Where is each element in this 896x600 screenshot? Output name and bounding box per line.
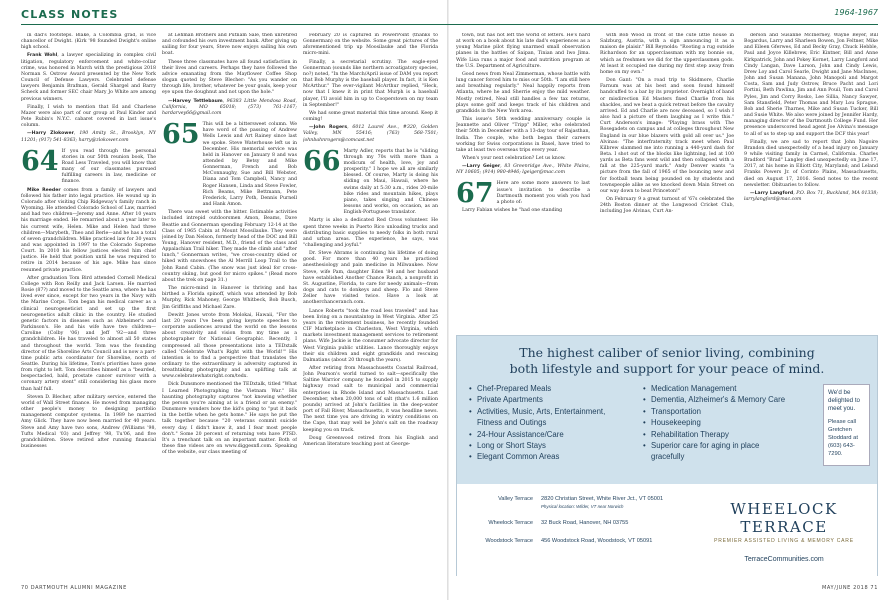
paragraph: Steven D. Blecher, after military service, entered the world of Wall Street finance. He moved from managing other people's money to designing portfolio management computer systems. In 1989 he married Amy Glick. They have now been married for 40 years. Steve and Amy have two sons, Andrew (Williams '98, Tufts Medical '03) and Jeffrey '98, Tu'06, and five grandchildren. Steve retired after running financial businesses bbox=[21, 394, 156, 449]
paragraph: Finally, I wish to mention that Ed and Charlene Mazer were also part of our group at Paul Kinder and Pete Rubin's N.Y.C. cabaret covered in last issue's column. bbox=[21, 104, 156, 129]
paragraph: Marty Adler, reports that he is "sliding through my 70s with more than a modicum of health, love, joy and prosperity." I hope we all are similarly blessed. Of course, Marty is doing his sliding on Maui, Hawaii, where he swims daily at 5:30 a.m., rides 20-mile bike rides and mountain hikes, plays piano, takes singing and Chinese lessons and works, on occasion, as an English-Portuguese translator. bbox=[343, 148, 438, 216]
callout-phone: Please call Gretchen Stoddard at (603) 643-7290. bbox=[828, 419, 858, 457]
column-5 bbox=[600, 33, 734, 329]
location-address: 32 Buck Road, Hanover, NH 03755 bbox=[541, 520, 629, 526]
paragraph: Dr. Steve Abrams is continuing his lifetime of doing good. For more than 40 years he practiced anesthesiology and pain medicine in Milwaukee. Now Steve, wife Pam, daughter Eden '84 and her husband have established Another Chance Ranch, a nonprofit in St. Augustine, Florida, to care for needy animals—from dogs and cats to donkeys and sheep. Flo and Steve Zeller have visited twice. Have a look at anotherchanceranch.com. bbox=[303, 251, 438, 306]
paragraph: derson and Susanne McInerney, Wayne Beyer, Bill Bogardus, Larry and Sharleen Bowen, Jon Feltner, Mike and Eileen Gferwes, Ed and Becky Gray, Chuck Hebble, Paul and Joyce Killebrew, Eric Kintner, Bill and Anne Kirkpatrick, John and Pokey Kornet, Larry Langford and Cindy Langan, Dave Larson, John and Cindy Lewis, Drew Loy and Carol Searle, Dwight and Jane MacInnes, John and Susan Manana, John Manopoli and Margot Costa, Sam and Judy Ostrow, Bruce Pacht and Lori Fortini, Beth Pawlina, Jim and Ann Pouil, Tom and Carol Pyles, Jim and Corry Rosko, Lee Sillia, Nancy Sawyer, Sam Stansfield, Peter Thomas and Mary Lou Sprague, Bob and Sherie Tharnes, Mike and Susan Tucker, Bill and Susie White. We also were joined by Jennifer Hardy, managing director of the Dartmouth College Fund. Her presence underscored head agent Joe Alvina's message to all of us to step up and support the DCF this year! bbox=[744, 33, 878, 137]
paragraph: Lance Roberts "took the road less traveled" and has been living on a mountaintop in West Virginia. After 25 years in the retirement business, he recently founded CIF Marketplace in Charleston, West Virginia, which markets investment management services to retirement plans. Wife Jackie is the consumer advocate director for West Virginia public utilities. Lance thoroughly enjoys their six children and eight grandkids and rescuing Dalmatians (about 20 through the years). bbox=[303, 308, 438, 363]
list-item: • Superior care for aging in place bbox=[643, 440, 819, 451]
paragraph: The micro-mind in Hanover is thriving and has birthed a Florida spinoff, which was attended by Bob Murphy, Rick Mahoney, George Whitbeck, Bob Busch, Jim Griffiths and Michael Zare. bbox=[162, 286, 297, 310]
class-contact: —John Rogers, 6012 Laurel Ave., #320, Golden Valley, MN 55416; (763) 568-7501; johnbahnrogers@comcast.net bbox=[303, 125, 438, 143]
ad-amenities-list bbox=[469, 383, 639, 463]
callout-text: We'd be delighted to meet you. bbox=[828, 389, 860, 412]
paragraph: Marty is also a dedicated Red Cross volunteer. He spent three weeks in Puerto Rico unloading trucks and distributing basic supplies to needy folks in both rural and urban areas. The experience, he says, was "challenging and joyful." bbox=[303, 218, 438, 248]
paragraph: When's your next celebration? Let us know. bbox=[462, 155, 566, 161]
location-row bbox=[463, 538, 675, 545]
location-note: Physical location: Wilder, VT near Norwich bbox=[541, 504, 624, 509]
paragraph: These three classmates have all found satisfaction in their lives and careers. Perhaps they have followed the advice emanating from the Mayflower Coffee Shop slogan quoted by Steve Blecher: "As you wander on through life, brother, whatever be your goals, keep your eye upon the doughnut and not upon the hole." bbox=[162, 59, 297, 96]
ad-services-list bbox=[643, 383, 819, 463]
logo-tagline: PREMIER ASSISTED LIVING & MEMORY CARE bbox=[714, 538, 854, 544]
class-year-number: 67 bbox=[456, 178, 494, 210]
folio-left: 70 DARTMOUTH ALUMNI MAGAZINE bbox=[21, 585, 127, 591]
class-year-heading bbox=[21, 145, 156, 186]
class-contact: —Larry Geiger, 83 Greenridge Ave., White Plains, NY 10605; (914) 980-4946; lgeiger@mac.com bbox=[456, 164, 590, 176]
section-title: CLASS NOTES bbox=[21, 8, 119, 21]
class-year-heading bbox=[303, 145, 438, 217]
list-item: • Housekeeping bbox=[643, 417, 819, 428]
page-gutter bbox=[447, 0, 449, 600]
ad-locations-panel bbox=[457, 484, 877, 576]
paragraph: If you read through the personal stories in our 50th reunion book, The Road Less Traveled, you will know that many of our classmates pursued fulfilling careers in law, medicine or finance. bbox=[61, 148, 156, 185]
location-row bbox=[463, 520, 675, 527]
paragraph: at Lehman Brothers and Putnam Sale, then unretired and cofounded his own investment bank. After giving up sailing for four years, Steve now enjoys sailing his own boat. bbox=[162, 33, 297, 57]
folio-right: MAY/JUNE 2018 71 bbox=[822, 585, 878, 591]
senior-living-advertisement bbox=[456, 335, 878, 576]
paragraph: Finally, we are sad to report that John Nagoire Brandon died unexpectedly of a head injury on January 9 while visiting family in Carmel, California. Charles Bradford "Brad" Langley died unexpectedly on June 17, 2017, at his home in Elliott City, Maryland; and Leland Franks Powers Jr. of Corinto Plains, Massachusetts, died on August 17, 2016. Send notes to the recent newsletter. Obituaries to follow. bbox=[744, 139, 878, 188]
list-item: • Transportation bbox=[643, 406, 819, 417]
paragraph: February 20 is captured in PowerPoint (thanks to Gonnerman) on the website. Some great pictures of the aforementioned trip up Moosilauke and the Florida micro-mini. bbox=[303, 33, 438, 57]
list-item: • Chef-Prepared Meals bbox=[469, 383, 639, 394]
list-item: • Medication Management bbox=[643, 383, 819, 394]
classmate-name: Frank Wohl bbox=[27, 53, 58, 59]
list-item: Fitness and Outings bbox=[477, 418, 547, 428]
paragraph: This will be a bittersweet column. We have word of the passing of Andrew Wells Lewis and Art Rainey since last we spoke. Steve Waterhouse left us in December. His memorial service was held in Hanover on January 8 and was attended by Betsy and Mike Gonnerman, French and Bob McConnaughy, Sue and Bill Webster, Diana and Tom Campbell, Nancy and Roger Hansen, Linda and Steve Fowler, Rich Beams, Mike Bettmann, Pete Frederick, Larry Poth, Dennis Purnell and Hank Amon. bbox=[202, 122, 297, 208]
column-6 bbox=[744, 33, 878, 329]
list-item: • 24-Hour Assistance/Care bbox=[469, 429, 639, 440]
class-years: 1964-1967 bbox=[834, 8, 878, 17]
logo-wordmark: WHEELOCK TERRACE bbox=[730, 500, 838, 536]
class-year-heading bbox=[162, 119, 297, 208]
ad-headline: both lifestyle and support for your peace of mind. bbox=[509, 361, 825, 376]
class-year-number: 65 bbox=[162, 119, 200, 151]
list-item: • Elegant Common Areas bbox=[469, 451, 639, 462]
paragraph: Don Gant: "On a road trip to Skidmore, Charlie Farnum was at his best and soon found himself handcuffed to a bar by its proprietor. Overnight of band or misdirection Ed Masters fixed Charlie from his shackles, and we beat a quick retreat before the cavalry arrived. Ed and Charlie are now deceased, so I wish I also had a picture of them laughing as I write this." Curt Anderson's image: "Playing brass with The Rosegadets on campus and at colleges throughout New England in our blue blazers with gold all over us." Joe Alvinas: "The interfraternity track meet when Paul Kilbrew slammed me into running a 440-yard dash for Beta. I shot out of the blocks like lightning, led at 100 yards as Beta fans went wild and then collapsed with a fall at the 225-yard mark." Andy Denver wants "a picture from the fall of 1965 of the bouncing new and for football team being pounded on by students and townspeople alike as we knocked down Main Street on our way down to beat Princeton!" bbox=[600, 78, 734, 194]
paragraph: Here are some more answers to last issue's invitation to describe a Dartmouth moment you wish you had a photo of: bbox=[496, 181, 590, 205]
paragraph: Larry Fabian wishes he "had one standing bbox=[462, 208, 563, 214]
paragraph: After graduation Tom Bird attended Cornell Medical College with Ron Reilly and Jack Larsen. He married Rosie (87?) and moved to the Seattle area, where he has lived ever since, except for two years in the Navy with the Marine Corps. Tom began his medical career as a clinical neurogeneticist and set up the first neurogenetics adult clinic in the country. He studied genetic factors in diseases such as Alzheimer's and Parkinson's. He and his wife have two children—Caroline (Colby '06) and Jeff '92—and three grandchildren. He has traveled to almost all 50 states and throughout the world. Tom was the founding director of the Shoreline Arts Council and is now a part-time public arts coordinator for Shoreline, north of Seattle. During his lifetime, Tom's priorities have gone from right to left. Tom describes himself as a "bearded, bespectacled, bald, prostate cancer survivor with a coronary artery stent" still considering his glass more than half full. bbox=[21, 275, 156, 392]
column-4 bbox=[456, 33, 590, 329]
class-contact: —Harvey Tettlebaum, 96383 Little Mendosa Road, California, MO 65018; (573) 761-1167; hardarvey66@gmail.com bbox=[162, 98, 297, 116]
list-item: gracefully bbox=[651, 452, 685, 462]
list-item: • Private Apartments bbox=[469, 394, 639, 405]
paragraph: This issue's 50th wedding anniversary couple is Jeannette and Oliver "Tripp" Miller, who celebrated their 50th in December with a 13-day tour of Rajasthan, India. The couple, who both began their careers working for Swiss corporations in Basel, have tried to take at least two overseas trips every year. bbox=[456, 117, 590, 153]
paragraph: in dad's footsteps. Blake, a Colombia grad, is vice chancellor of Dwight. (Kirk '98 founded Dwight's online high school. bbox=[21, 33, 156, 51]
paragraph: We had some great material this time around. Keep it coming! bbox=[303, 110, 438, 123]
list-item: • Long or Short Stays bbox=[469, 440, 639, 451]
paragraph: Finally, a secretarial scrutiny. The eagle-eyed Gonnerman (sounds like northern acroatigatory species, no?) noted, "In the March/April issue of DAM you report that Bob Murphy is the baseball player. In fact, it is Ken McArthur." The ever-vigilant McArthur replied, "Heck, now that I knew it in print that Murph is a baseball player, I'll avoid him in up to Cooperstown on my team in September!" bbox=[303, 59, 438, 108]
paragraph: Dewitt Jones wrote from Molokai, Hawaii, "For the last 20 years I've been giving keynote speeches to corporate audiences around the world on the lessons about creativity and vision from my time as a photographer for National Geographic. Recently, I compressed all those presentations into a TEDxtalk called 'Celebrate What's Right with the World!'" His intention is to find a perspective that translates the ordinary to the extraordinary is adversity captured in breathtaking photography and an uplifting talk at www.celebratewhatsright.com/tedx. bbox=[162, 312, 297, 380]
paragraph: Frank Wohl, a lawyer specializing in complex civil litigation, regulatory enforcement and white-collar crime, was honored in March with the prestigious 2018 Norman S. Ostrow Award presented by the New York Council of Defense Lawyers. Celebrated defense lawyers Benjamin Brafman, Gerald Shargel and Barry Scheck and former SEC chair Mary Jo White are among previous winners. bbox=[21, 53, 156, 102]
location-name: Woodstock Terrace bbox=[485, 538, 533, 544]
paragraph: Mike Reeder comes from a family of lawyers and followed his father into legal practice. He wound up in Colorado after visiting Chip Ridgeway's family ranch in Wyoming. He attended Colorado School of Law, married and had two children—Jeremy and Anne. After 10 years his marriage ended. He remarried about a year later to his current wife, Helen. Mike and Helen had three children—Marybeth, Theo and Berle—and he has a total of seven grandchildren. Mike practiced law for 30 years and was appointed in 1997 to the Colorado Supreme Court. In 2010 his fellow justices elected him chief justice. He held that position until he was required to retire in 2014 because of his age. Mike has since resumed private practice. bbox=[21, 187, 156, 273]
location-row bbox=[463, 496, 675, 511]
paragraph: Dick Dunsmore mentioned the TEDxtalk, titled "What I Learned Photographing the Vietnam War." His haunting photography captures "not knowing whether the person you're aiming at is a friend or an enemy." Dunsmore wonders how the kid's going to "put it back in the bottle when he gets home." He says he put the talk together because "20 veterans commit suicide every day. I didn't know it, and I fear most people don't." Some 20 percent of returning vets have PTSD. It's a trenchant talk on an important matter. Both of these fine videos are on www.diggesnfl.com. Speaking of the website, our class meeting of bbox=[162, 382, 297, 456]
column-3 bbox=[303, 33, 438, 581]
column-2 bbox=[162, 33, 297, 581]
class-year-number: 66 bbox=[303, 145, 341, 177]
list-item: • Dementia, Alzheimer's & Memory Care bbox=[643, 394, 819, 405]
ad-callout-box bbox=[823, 384, 870, 466]
list-item: • Rehabilitation Therapy bbox=[643, 429, 819, 440]
wheelock-terrace-logo bbox=[704, 500, 864, 563]
location-name: Wheelock Terrace bbox=[488, 520, 533, 526]
paragraph: There was sweet with the bitter. Estimable activities included intrepid outdoorsmen Amon, Beams, Dave Beattie and Gonnerman spending February 12-14 at the Class of 1965 Cabin at Mount Moosilauke. They were joined by Dan Nelson, formerly head of the DOC and Bill Young, Hanover resident, M.D., friend of the class and Appalachian Trail hiker. They made the climb and "after lunch," Gonnerman writes, "we cross-country skied or hiked with snowshoes the Al Merrill Loop Trail to the John Rand Cabin. (The snow was just ideal for cross-country skiing, but good for micro spikes." (Read more about the trek on page 31.) bbox=[162, 210, 297, 283]
location-name: Valley Terrace bbox=[498, 496, 533, 502]
list-item: • Activities, Music, Arts, Entertainment, bbox=[469, 406, 639, 417]
class-contact: —Larry Langford, P.O. Box 71, Buckland, MA 01338; larrylangford@mac.com bbox=[744, 190, 878, 203]
column-1 bbox=[21, 33, 156, 581]
header-rule bbox=[21, 24, 878, 25]
paragraph: Good news from Neal Zimmerman, whose battle with lung cancer forced him to miss our 50th. "I am still here and breathing regularly." Neal happily reports from Atlanta, where he and Sherrie enjoy the mild weather. Mostly retired, Neal still handles a few tax returns, plays some golf and keeps track of his children and grandkids in the New York area. bbox=[456, 71, 590, 114]
paragraph: town, but has not left the world of letters. He's hard at work on a book about his late dad's experiences as a young Marine pilot flying unarmed small observation planes in the battles of Saipan, Tinian and Iwo Jima. Wife Lisa runs a major food and nutrition program at the U.S. Department of Agriculture. bbox=[456, 33, 590, 69]
paragraph: After retiring from Massachusetts Coastal Railroad, John Pearson's world turned to salt—specifically the Saltine Warrior company he founded in 2015 to supply highway road salt to municipal and commercial enterprises in Rhode Island and Massachusetts. Last December, when 20,000 tons of salt (that's 1.6 million pounds) arrived at John's facilities in the deep-water port of Fall River, Massachusetts, it was headline news. The next time you are driving in wintry conditions on the Cape, that may well be John's salt on the roadway keeping you on track. bbox=[303, 365, 438, 433]
paragraph: Doug Greenwood retired from his English and American literature teaching post at George- bbox=[303, 435, 438, 447]
ad-headline: The highest caliber of senior living, combining bbox=[519, 345, 815, 360]
paragraph: with Bob Wood in front of the cute little house in Salzburg, Austria, with a sign announcing it as a maison de plaisir." Bill Reynolds: "Rooting a rug outside Richardson for an upperclassman with my bonnie on, which as freshmen we did for the upperclassmen gods. At least it occupied me during my first step away from home on my own." bbox=[600, 33, 734, 75]
paragraph: On February 9 a great turnout of '67s celebrated the 24th Boston dinner at the Longwood Cricket Club, including Joe Alvinas, Curt An- bbox=[600, 197, 734, 215]
ad-website: TerraceCommunities.com bbox=[744, 556, 824, 563]
location-address: 2820 Christian Street, White River Jct., VT 05001 bbox=[541, 496, 664, 502]
class-year-number: 64 bbox=[21, 145, 59, 177]
location-address: 456 Woodstock Road, Woodstock, VT 05091 bbox=[541, 538, 653, 544]
class-year-heading bbox=[456, 178, 590, 210]
class-contact: —Harry Zlokower, 190 Amity St., Brooklyn, NY 11201; (917) 541-8363; harry@zlokower.com bbox=[21, 131, 156, 143]
